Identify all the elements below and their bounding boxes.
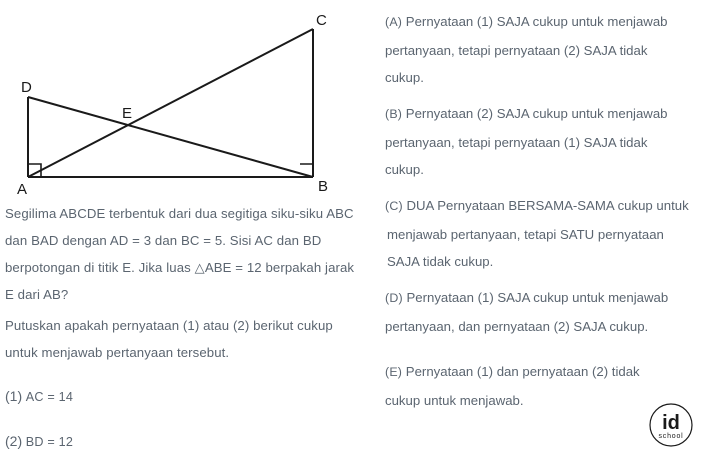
- option-a-tag: (A): [385, 15, 403, 29]
- statement-1: [5, 383, 73, 411]
- segment-ac-diagonal: [28, 29, 313, 177]
- pentagon-abcde-svg: [0, 0, 382, 200]
- question-line: E dari AB?: [5, 287, 69, 302]
- option-a-line-3: cukup.: [385, 70, 424, 85]
- option-e-tag: (E): [385, 365, 403, 379]
- statement-2-text: BD = 12: [25, 435, 74, 449]
- statement-2-tag: (2): [5, 433, 23, 449]
- segment-dc-hidden: [28, 29, 313, 97]
- idschool-logo-icon: [648, 402, 694, 448]
- instruction-line: Putuskan apakah pernyataan (1) atau (2) berikut cukup: [5, 318, 333, 333]
- option-b-line-3: cukup.: [385, 162, 424, 177]
- option-c-line-1: [385, 192, 703, 221]
- vertex-label-c: C: [316, 12, 327, 29]
- statement-1-text: AC = 14: [25, 390, 74, 404]
- instruction-line: untuk menjawab pertanyaan tersebut.: [5, 345, 230, 360]
- logo-secondary-text: school: [658, 433, 684, 440]
- option-c[interactable]: [385, 192, 703, 276]
- option-d-tag: (D): [385, 291, 403, 305]
- option-a-text-1: Pernyataan (1) SAJA cukup untuk menjawab: [405, 14, 668, 29]
- question-line: dan BAD dengan AD = 3 dan BC = 5. Sisi AC dan BD: [5, 233, 322, 248]
- option-d[interactable]: [385, 284, 703, 340]
- question-text: [5, 200, 377, 308]
- question-line: berpotongan di titik E. Jika luas △ABE = 12 berpakah jarak: [5, 260, 355, 275]
- option-b-text-1: Pernyataan (2) SAJA cukup untuk menjawab: [405, 106, 668, 121]
- vertex-label-d: D: [21, 79, 32, 96]
- option-b[interactable]: [385, 100, 703, 184]
- idschool-logo: [648, 402, 694, 448]
- option-d-line-2: pertanyaan, dan pernyataan (2) SAJA cukup.: [385, 318, 649, 334]
- right-column-options: [385, 0, 703, 459]
- option-d-line-1: [385, 284, 703, 313]
- option-e-text-1: Pernyataan (1) dan pernyataan (2) tidak: [405, 364, 640, 379]
- option-e-line-2: cukup untuk menjawab.: [385, 392, 524, 408]
- instruction-text: [5, 312, 377, 366]
- option-b-line-2: pertanyaan, tetapi pernyataan (1) SAJA tidak: [385, 134, 648, 150]
- vertex-label-b: B: [318, 178, 329, 195]
- vertex-label-e: E: [122, 105, 133, 122]
- segment-db-diagonal: [28, 97, 313, 177]
- option-c-line-3: SAJA tidak cukup.: [387, 254, 494, 269]
- statement-2: [5, 428, 73, 456]
- option-c-tag: (C): [385, 199, 403, 213]
- option-a-line-1: [385, 8, 703, 37]
- option-d-text-1: Pernyataan (1) SAJA cukup untuk menjawab: [406, 290, 669, 305]
- vertex-label-a: A: [17, 181, 28, 198]
- geometry-figure: [0, 0, 382, 200]
- option-b-line-1: [385, 100, 703, 129]
- option-c-line-2: menjawab pertanyaan, tetapi SATU pernyataan: [387, 226, 664, 242]
- statement-1-tag: (1): [5, 388, 23, 404]
- option-c-text-1: DUA Pernyataan BERSAMA-SAMA cukup untuk: [406, 198, 689, 213]
- option-e-line-1: [385, 358, 703, 387]
- option-a[interactable]: [385, 8, 703, 92]
- option-b-tag: (B): [385, 107, 403, 121]
- option-a-line-2: pertanyaan, tetapi pernyataan (2) SAJA tidak: [385, 42, 648, 58]
- logo-primary-text: id: [662, 412, 680, 434]
- question-line: Segilima ABCDE terbentuk dari dua segitiga siku-siku ABC: [5, 206, 354, 221]
